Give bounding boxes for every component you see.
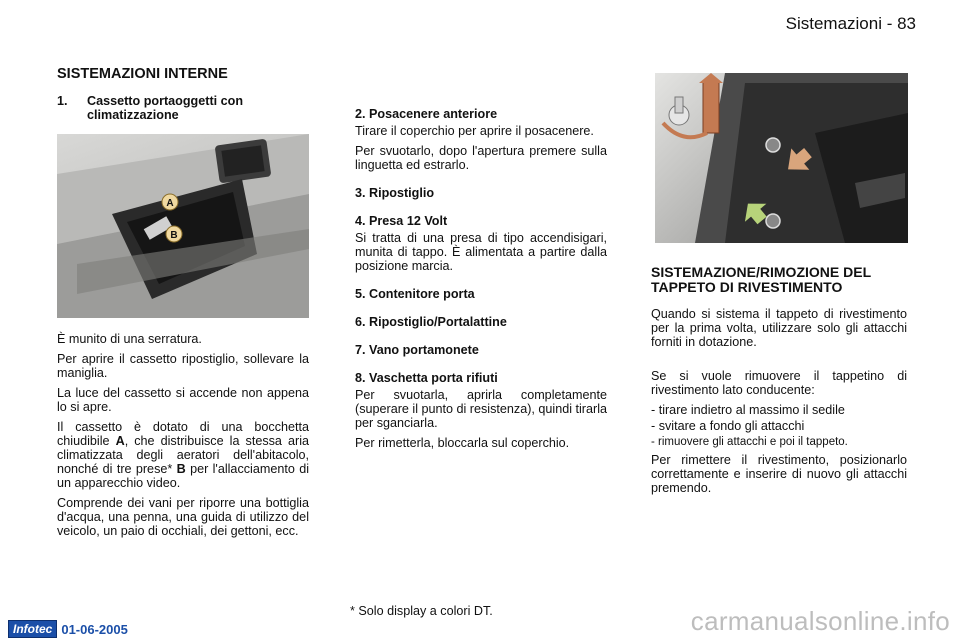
compartments-paragraph: Comprende dei vani per riporre una bottiglia d'acqua, una penna, una guida di utilizzo del veicolo, un paio di occhiali, dei gettoni, ecc.: [57, 496, 309, 538]
removal-intro-paragraph: Se si vuole rimuovere il tappetino di rivestimento lato conducente:: [651, 369, 907, 397]
left-column-text: [57, 332, 309, 544]
item8-paragraph-2: Per rimetterla, bloccarla sul coperchio.: [355, 436, 570, 450]
item8-paragraph-1: Per svuotarla, aprirla completamente (superare il punto di resistenza), quindi tirarla per sganciarla.: [355, 388, 607, 430]
item4-paragraph: Si tratta di una presa di tipo accendisigari, munita di tappo. È alimentata a partire dalla posizione marcia.: [355, 231, 607, 273]
item1-heading: [57, 94, 309, 122]
label-b: B: [170, 230, 178, 241]
label-a: A: [166, 198, 174, 209]
first-install-paragraph: Quando si sistema il tappeto di rivestimento per la prima volta, utilizzare solo gli attacchi forniti in dotazione.: [651, 307, 907, 349]
removal-steps-list: [651, 403, 907, 449]
vent-label-b: B: [176, 462, 186, 476]
open-paragraph: Per aprire il cassetto ripostiglio, sollevare la maniglia.: [57, 352, 309, 380]
lock-paragraph: È munito di una serratura.: [57, 332, 202, 346]
removal-step: - tirare indietro al massimo il sedile: [651, 403, 845, 417]
item1-title: Cassetto portaoggetti con climatizzazione: [87, 94, 244, 122]
footer-date: 01-06-2005: [61, 621, 128, 637]
item3-title: 3. Ripostiglio: [355, 186, 435, 200]
footnote: * Solo display a colori DT.: [350, 604, 493, 618]
section-title: SISTEMAZIONI INTERNE: [57, 66, 228, 82]
item4-title: 4. Presa 12 Volt: [355, 214, 448, 228]
page-title: Sistemazioni - 83: [785, 14, 916, 33]
refit-paragraph: Per rimettere il rivestimento, posizionarlo correttamente e inserire di nuovo gli attacchi premendo.: [651, 453, 907, 495]
item2-paragraph-2: Per svuotarlo, dopo l'apertura premere sulla linguetta ed estrarlo.: [355, 144, 607, 172]
middle-column-text: [355, 107, 607, 456]
infotec-logo: Infotec: [8, 620, 57, 638]
glovebox-photo: [57, 134, 309, 318]
removal-section-title: SISTEMAZIONE/RIMOZIONE DEL TAPPETO DI RIVESTIMENTO: [651, 264, 871, 295]
light-paragraph: La luce del cassetto si accende non appena lo si apre.: [57, 386, 309, 414]
removal-step: - rimuovere gli attacchi e poi il tappeto.: [651, 436, 848, 448]
floor-mat-illustration: [655, 73, 908, 243]
vent-text-2: , che distribuisce la stessa aria climatizzata degli aeratori dell'abitacolo, nonché di tre prese*: [57, 434, 309, 476]
item8-title: 8. Vaschetta porta rifiuti: [355, 371, 498, 385]
watermark: carmanualsonline.info: [690, 606, 950, 636]
glovebox-illustration: [57, 134, 309, 318]
vent-text-1: Il cassetto è dotato di una bocchetta chiudibile: [57, 420, 309, 448]
item5-title: 5. Contenitore porta: [355, 287, 475, 301]
removal-step: - svitare a fondo gli attacchi: [651, 419, 805, 433]
floor-mat-photo: [655, 73, 908, 243]
item2-paragraph-1: Tirare il coperchio per aprire il posacenere.: [355, 124, 594, 138]
vent-paragraph: [57, 420, 309, 490]
item6-title: 6. Ripostiglio/Portalattine: [355, 315, 507, 329]
item7-title: 7. Vano portamonete: [355, 343, 479, 357]
item2-title: 2. Posacenere anteriore: [355, 107, 498, 121]
footer: [8, 620, 128, 638]
right-column-text: [651, 265, 907, 501]
vent-label-a: A: [115, 434, 125, 448]
item1-number: 1.: [57, 94, 68, 108]
vent-text-3: per l'allacciamento di un apparecchio video.: [57, 462, 309, 490]
